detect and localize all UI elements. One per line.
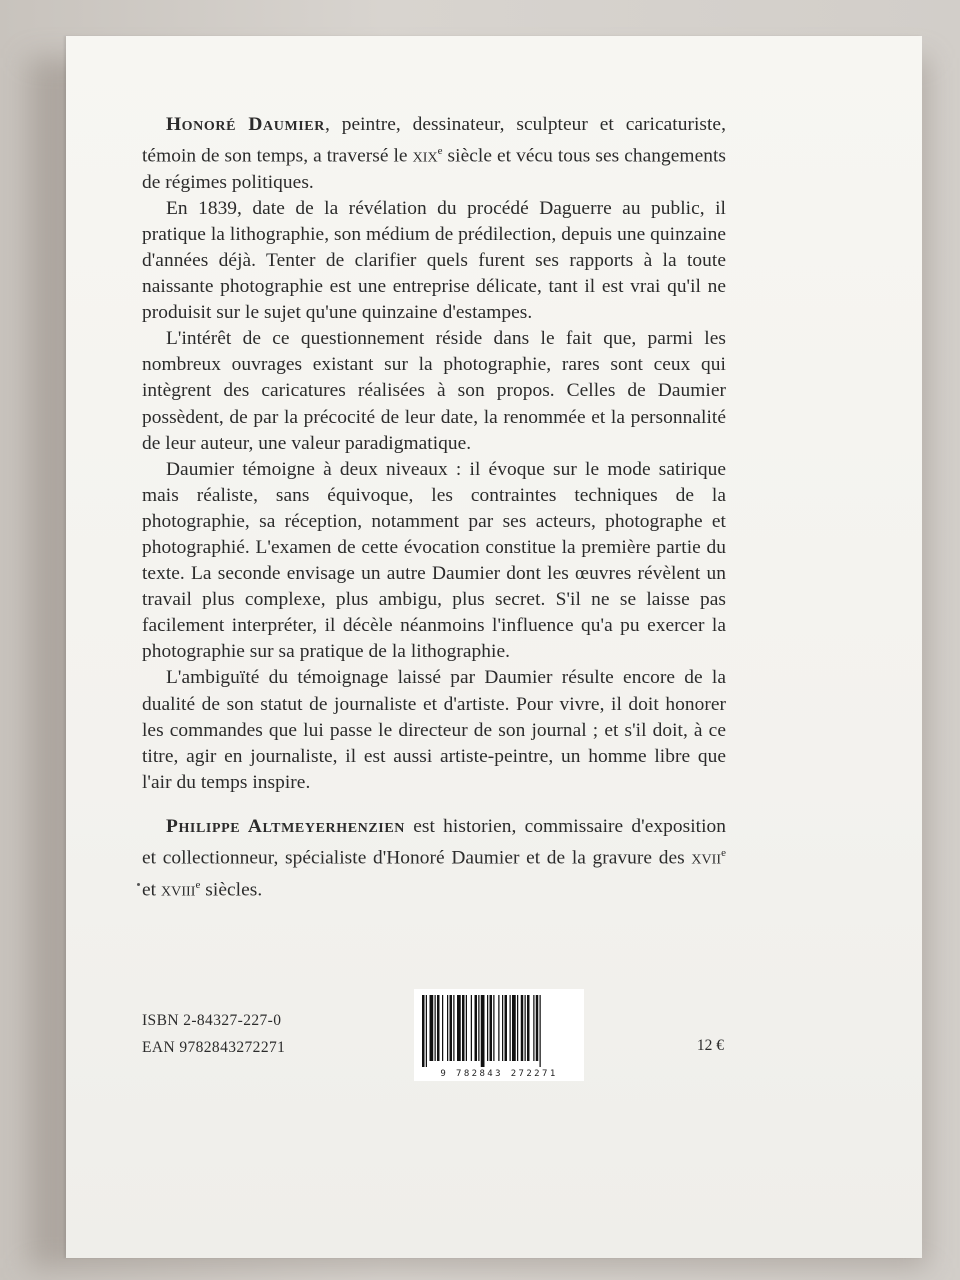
barcode-digits: 9 782843 272271 bbox=[440, 1069, 558, 1079]
blurb-text bbox=[142, 112, 726, 903]
barcode-bar bbox=[453, 995, 454, 1061]
barcode-bar bbox=[527, 995, 530, 1061]
barcode-bar bbox=[462, 995, 465, 1061]
blurb-paragraph-2: En 1839, date de la révélation du procédé Daguerre au public, il pratique la lithographie, son médium de prédilection, depuis une quinzaine d'années déjà. Tenter de clarifier quels furent ses rapports à la toute naissante photographie est une entreprise délicate, tant il est vrai qu'il ne produisit sur le sujet qu'une quinzaine d'estampes. bbox=[142, 197, 726, 324]
barcode-bar bbox=[525, 995, 526, 1061]
barcode-bar bbox=[521, 995, 524, 1061]
blurb-paragraph-3: L'intérêt de ce questionnement réside dans le fait que, parmi les nombreux ouvrages existant sur la photographie, rares sont ceux qui intègrent des caricatures réalisées à son propos. Celles de Daumier possèdent, de par la précocité de leur date, la renommée et la personnalité de leur auteur, une valeur paradigmatique. bbox=[142, 328, 726, 454]
print-mark bbox=[137, 883, 140, 886]
blurb-paragraph-5: L'ambiguïté du témoignage laissé par Daumier résulte encore de la dualité de son statut de journaliste et d'artiste. Pour vivre, il doit honorer les commandes que lui passe le directeur de son journal ; et s'il doit, à ce titre, agir en journaliste, il est aussi artiste-peintre, un homme libre que l'air du temps inspire. bbox=[142, 667, 726, 793]
barcode-bar bbox=[475, 995, 478, 1061]
subject-name: Honoré Daumier bbox=[166, 114, 325, 135]
barcode-bar bbox=[498, 995, 499, 1061]
barcode-bar bbox=[481, 995, 485, 1067]
barcode-bar bbox=[471, 995, 472, 1061]
century-numeral: xix bbox=[412, 145, 438, 167]
barcode-bar bbox=[517, 995, 518, 1061]
barcode-bar bbox=[505, 995, 508, 1061]
price: 12 € bbox=[696, 1037, 724, 1054]
barcode-bar bbox=[533, 995, 534, 1061]
barcode-bar bbox=[487, 995, 488, 1061]
barcode-bar bbox=[536, 995, 539, 1061]
barcode-bar bbox=[430, 995, 434, 1061]
barcode-bar bbox=[493, 995, 494, 1061]
barcode-bar bbox=[435, 995, 436, 1061]
barcode-bar bbox=[502, 995, 503, 1061]
barcode-bar bbox=[457, 995, 461, 1061]
barcode-bar bbox=[437, 995, 440, 1061]
blurb-paragraph-1: Honoré Daumier, peintre, dessinateur, sculpteur et caricaturiste, témoin de son temps, a traversé le xix$^e$ siècle et vécu tous ses changements de régimes politiques. bbox=[142, 114, 727, 193]
barcode bbox=[414, 989, 584, 1081]
barcode-bar bbox=[490, 995, 493, 1061]
barcode-bar bbox=[450, 995, 453, 1061]
barcode-bar bbox=[447, 995, 448, 1061]
barcode-bar bbox=[540, 995, 541, 1067]
barcode-bar bbox=[510, 995, 511, 1061]
product-codes bbox=[142, 1007, 285, 1061]
ean-number: EAN 9782843272271 bbox=[142, 1039, 286, 1056]
barcode-bar bbox=[422, 995, 425, 1067]
author-name: Philippe Altmeyerhenzien bbox=[166, 815, 406, 837]
barcode-bar bbox=[426, 995, 427, 1067]
blurb-paragraph-4: Daumier témoigne à deux niveaux : il évoque sur le mode satirique mais réaliste, sans équivoque, les contraintes techniques de la photographie, sa réception, notamment par ses acteurs, photographe et photographié. L'examen de cette évocation constitue la première partie du texte. La seconde envisage un autre Daumier dont les œuvres révèlent un travail plus complexe, plus ambigu, plus secret. S'il ne se laisse pas facilement interpréter, il décèle néanmoins l'influence qu'a pu exercer la photographie sur sa pratique de la lithographie. bbox=[142, 458, 726, 663]
isbn-number: ISBN 2-84327-227-0 bbox=[142, 1012, 282, 1029]
author-bio: Philippe Altmeyerhenzien est historien, commissaire d'exposition et collectionneur, spécialiste d'Honoré Daumier et de la gravure des xvii$^e$ et xviii$^e$ siècles. bbox=[142, 815, 726, 901]
barcode-bar bbox=[478, 995, 479, 1061]
barcode-bar bbox=[442, 995, 443, 1061]
barcode-bar bbox=[466, 995, 467, 1061]
cover-footer bbox=[142, 1003, 726, 1093]
barcode-bar bbox=[512, 995, 516, 1061]
